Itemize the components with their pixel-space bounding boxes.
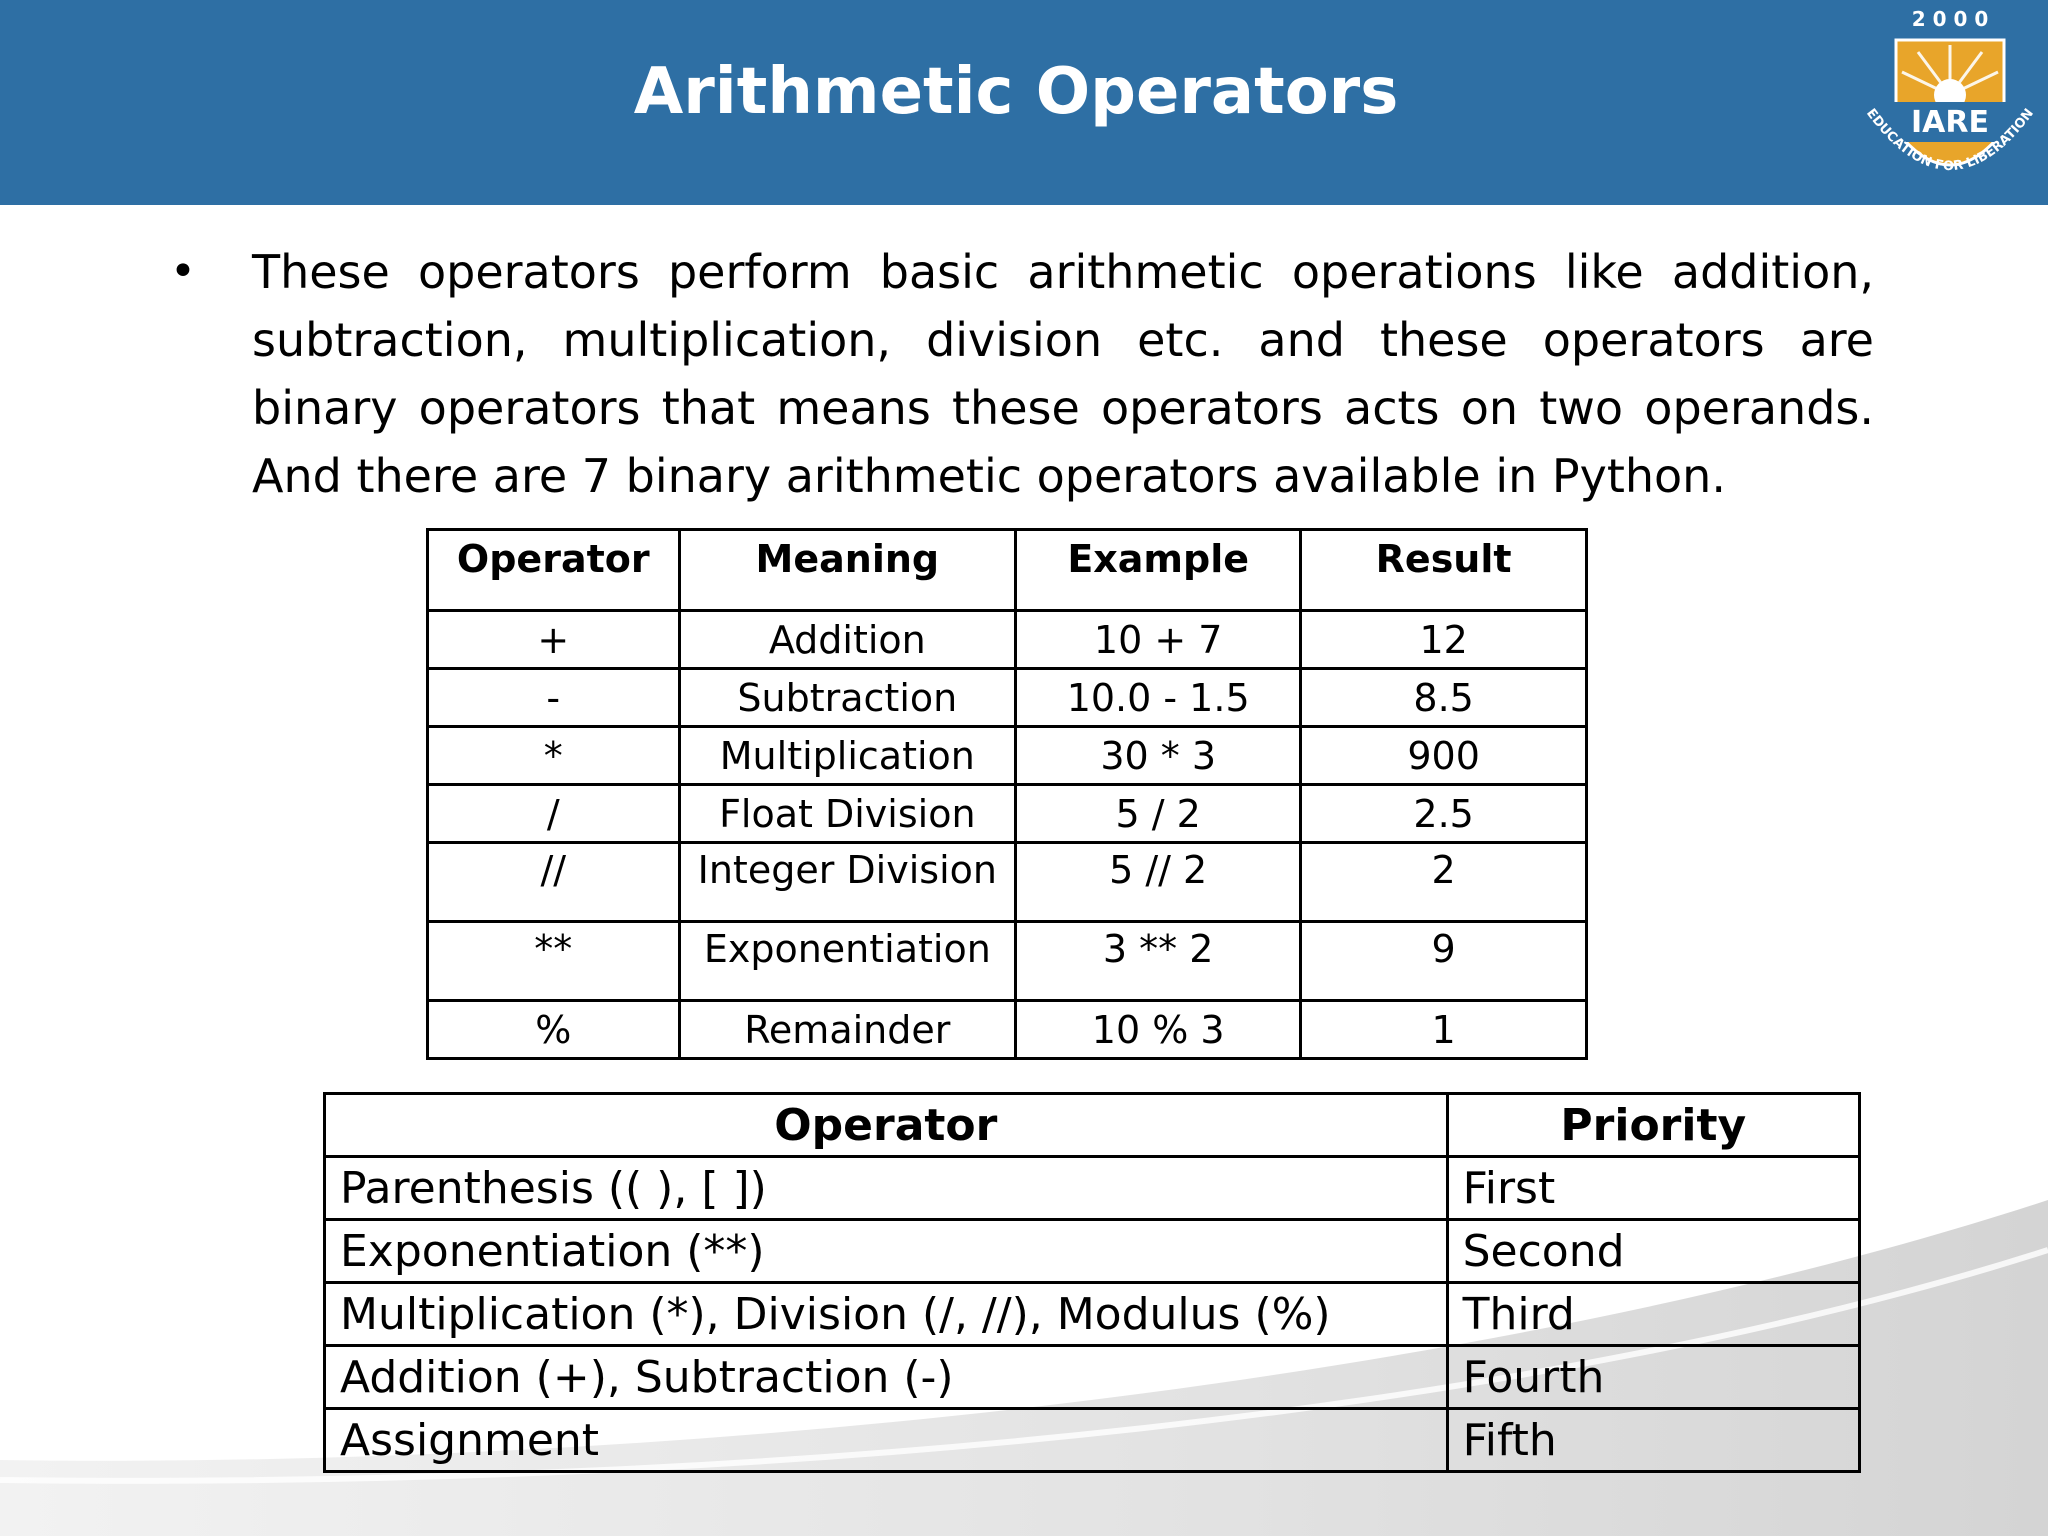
example-cell: 3 ** 2	[1016, 922, 1301, 1001]
result-cell: 12	[1301, 611, 1587, 669]
example-cell: 5 / 2	[1016, 785, 1301, 843]
operator-cell: +	[428, 611, 680, 669]
slide-title: Arithmetic Operators	[633, 55, 1399, 129]
result-cell: 2	[1301, 843, 1587, 922]
priority-cell: First	[1447, 1157, 1859, 1220]
operator-cell: **	[428, 922, 680, 1001]
column-header: Operator	[325, 1094, 1448, 1157]
result-cell: 1	[1301, 1001, 1587, 1059]
bullet-text: These operators perform basic arithmetic operations like addition, subtraction, multiplication, division etc. and these operators are binary operators that means these operators acts on two operands. And there are 7 binary arithmetic operators available in Python.	[252, 245, 1874, 503]
priority-cell: Second	[1447, 1220, 1859, 1283]
priority-cell: Fifth	[1447, 1409, 1859, 1472]
column-header: Result	[1301, 530, 1587, 611]
example-cell: 30 * 3	[1016, 727, 1301, 785]
result-cell: 9	[1301, 922, 1587, 1001]
table-row	[428, 669, 1587, 727]
result-cell: 2.5	[1301, 785, 1587, 843]
iare-logo	[1838, 0, 2048, 205]
column-header: Priority	[1447, 1094, 1859, 1157]
meaning-cell: Float Division	[679, 785, 1016, 843]
table-header-row	[325, 1094, 1860, 1157]
operator-cell: //	[428, 843, 680, 922]
table-row	[428, 1001, 1587, 1059]
operator-cell: -	[428, 669, 680, 727]
example-cell: 10 % 3	[1016, 1001, 1301, 1059]
table-row	[428, 922, 1587, 1001]
table-row	[428, 843, 1587, 922]
logo-motto: EDUCATION FOR LIBERATION	[1863, 106, 2037, 175]
logo-name: IARE	[1911, 105, 1989, 140]
operator-priority-table	[323, 1092, 1861, 1473]
operator-cell: /	[428, 785, 680, 843]
meaning-cell: Multiplication	[679, 727, 1016, 785]
arithmetic-operators-table	[426, 528, 1588, 1060]
column-header: Example	[1016, 530, 1301, 611]
meaning-cell: Addition	[679, 611, 1016, 669]
table-row	[428, 727, 1587, 785]
table-row	[428, 611, 1587, 669]
meaning-cell: Integer Division	[679, 843, 1016, 922]
operator-cell: *	[428, 727, 680, 785]
example-cell: 5 // 2	[1016, 843, 1301, 922]
example-cell: 10 + 7	[1016, 611, 1301, 669]
slide-header	[0, 0, 2048, 205]
operator-group-cell: Multiplication (*), Division (/, //), Modulus (%)	[325, 1283, 1448, 1346]
example-cell: 10.0 - 1.5	[1016, 669, 1301, 727]
operator-group-cell: Parenthesis (( ), [ ])	[325, 1157, 1448, 1220]
table-row	[325, 1346, 1860, 1409]
result-cell: 900	[1301, 727, 1587, 785]
operator-group-cell: Exponentiation (**)	[325, 1220, 1448, 1283]
table-row	[325, 1283, 1860, 1346]
table-row	[325, 1409, 1860, 1472]
table-row	[428, 785, 1587, 843]
table-row	[325, 1157, 1860, 1220]
table-header-row	[428, 530, 1587, 611]
meaning-cell: Remainder	[679, 1001, 1016, 1059]
bullet-marker: •	[170, 246, 196, 297]
meaning-cell: Subtraction	[679, 669, 1016, 727]
operator-cell: %	[428, 1001, 680, 1059]
logo-year: 2 0 0 0	[1911, 7, 1989, 31]
operator-group-cell: Assignment	[325, 1409, 1448, 1472]
priority-cell: Third	[1447, 1283, 1859, 1346]
result-cell: 8.5	[1301, 669, 1587, 727]
priority-cell: Fourth	[1447, 1346, 1859, 1409]
meaning-cell: Exponentiation	[679, 922, 1016, 1001]
operator-group-cell: Addition (+), Subtraction (-)	[325, 1346, 1448, 1409]
column-header: Operator	[428, 530, 680, 611]
column-header: Meaning	[679, 530, 1016, 611]
table-row	[325, 1220, 1860, 1283]
